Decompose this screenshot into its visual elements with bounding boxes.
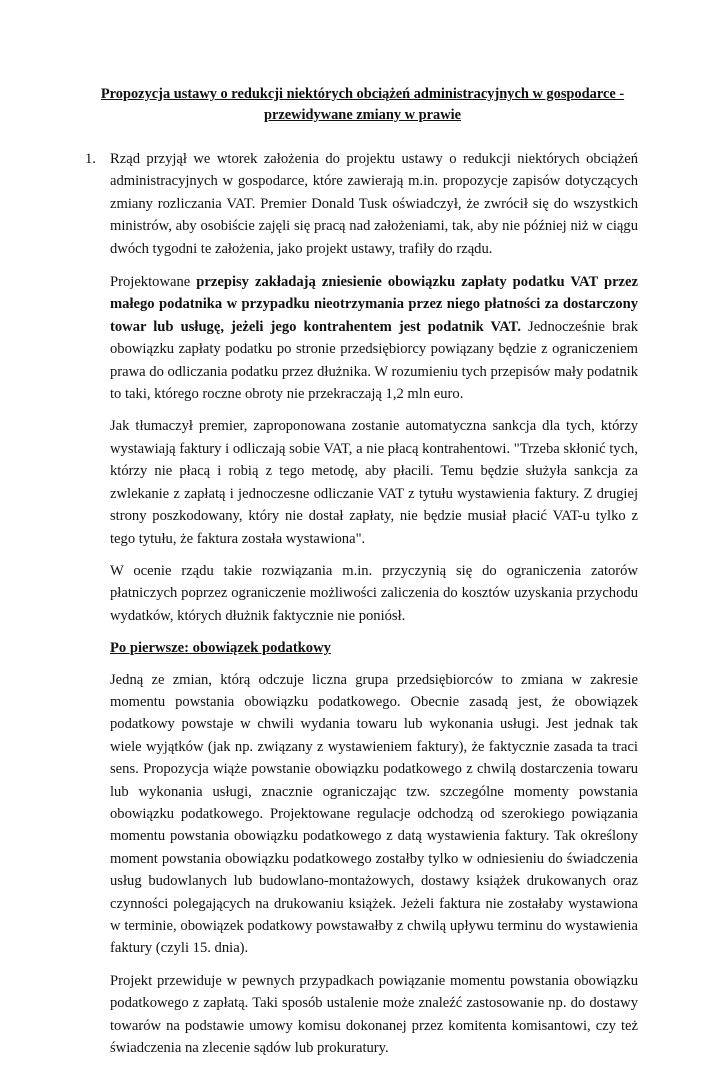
document-body — [110, 148, 638, 1069]
paragraph-2-start: Projektowane — [110, 274, 197, 291]
title-line-2: przewidywane zmiany w prawie — [263, 107, 462, 123]
paragraph-3: Jak tłumaczył premier, zaproponowana zostanie automatyczna sankcja dla tych, którzy wystawiają faktury i odliczają sobie VAT, a nie płacą kontrahentowi. "Trzeba skłonić tych, którzy nie płacą i robią z tego metodę, aby płacili. Temu będzie służyła sankcja za zwlekanie z zapłatą i jednoczesne odliczanie VAT z tytułu wystawienia faktury. Z drugiej strony poszkodowany, który nie dostał zapłaty, nie będzie musiał płacić VAT-u tylko z tego tytułu, że faktura została wystawiona". — [110, 418, 638, 547]
paragraph-1: Rząd przyjął we wtorek założenia do projektu ustawy o redukcji niektórych obciążeń administracyjnych w gospodarce, które zawierają m.in. propozycje zapisów dotyczących zmiany rozliczania VAT. Premier Donald Tusk oświadczył, że zwrócił się do wszystkich ministrów, aby osobiście zajęli się pracą nad założeniami, tak, aby nie później niż w ciągu dwóch tygodni te założenia, jako projekt ustawy, trafiły do rządu. — [110, 151, 638, 257]
paragraph-2-end: Jednocześnie brak obowiązku zapłaty podatku po stronie przedsiębiorcy powiązany będzie z ograniczeniem prawa do odliczania podatku przez dłużnika. W rozumieniu tych przepisów mały podatnik to taki, którego roczne obroty nie przekraczają 1,2 mln euro. — [110, 318, 638, 403]
list-item-number: 1. — [85, 151, 96, 167]
section-heading: Po pierwsze: obowiązek podatkowy — [110, 640, 331, 657]
title-line-1: Propozycja ustawy o redukcji niektórych obciążeń administracyjnych w gospodarce - — [100, 86, 625, 102]
paragraph-4: W ocenie rządu takie rozwiązania m.in. przyczynią się do ograniczenia zatorów płatniczych poprzez ograniczenie możliwości zaliczenia do kosztów uzyskania przychodu wydatków, których dłużnik faktycznie nie poniósł. — [110, 562, 638, 624]
paragraph-2 — [110, 271, 638, 405]
paragraph-2-bold: przepisy zakładają zniesienie obowiązku zapłaty podatku VAT przez małego podatnika w przypadku nieotrzymania przez niego płatności za dostarczony towar lub usługę, jeżeli jego kontrahentem jest podatnik VAT. — [110, 274, 638, 335]
paragraph-5: Jedną ze zmian, którą odczuje liczna grupa przedsiębiorców to zmiana w zakresie momentu powstania obowiązku podatkowego. Obecnie zasadą jest, że obowiązek podatkowy powstaje w chwili wydania towaru lub wykonania usługi. Jest jednak tak wiele wyjątków (jak np. związany z wystawieniem faktury), że faktycznie zasada ta traci sens. Propozycja wiąże powstanie obowiązku podatkowego z chwilą dostarczenia towaru lub wykonania usługi, znacznie ograniczając tzw. szczególne momenty powstania obowiązku podatkowego. Projektowane regulacje odchodzą od szerokiego powiązania momentu powstania obowiązku podatkowego z datą wystawienia faktury. Tak określony moment powstania obowiązku podatkowego zostałby tylko w odniesieniu do świadczenia usług budowlanych lub budowlano-montażowych, dostawy książek drukowanych oraz czynności polegających na drukowaniu książek. Jeżeli faktura nie zostałaby wystawiona w terminie, obowiązek podatkowy powstawałby z chwilą upływu terminu do wystawienia faktury (czyli 15. dnia). — [110, 671, 638, 957]
paragraph-6: Projekt przewiduje w pewnych przypadkach powiązanie momentu powstania obowiązku podatkowego z zapłatą. Taki sposób ustalenie może znaleźć zastosowanie np. do dostawy towarów na podstawie umowy komisu dokonanej przez komitenta komisantowi, czy też świadczenia na zlecenie sądów lub prokuratury. — [110, 972, 638, 1057]
document-title — [90, 84, 635, 126]
